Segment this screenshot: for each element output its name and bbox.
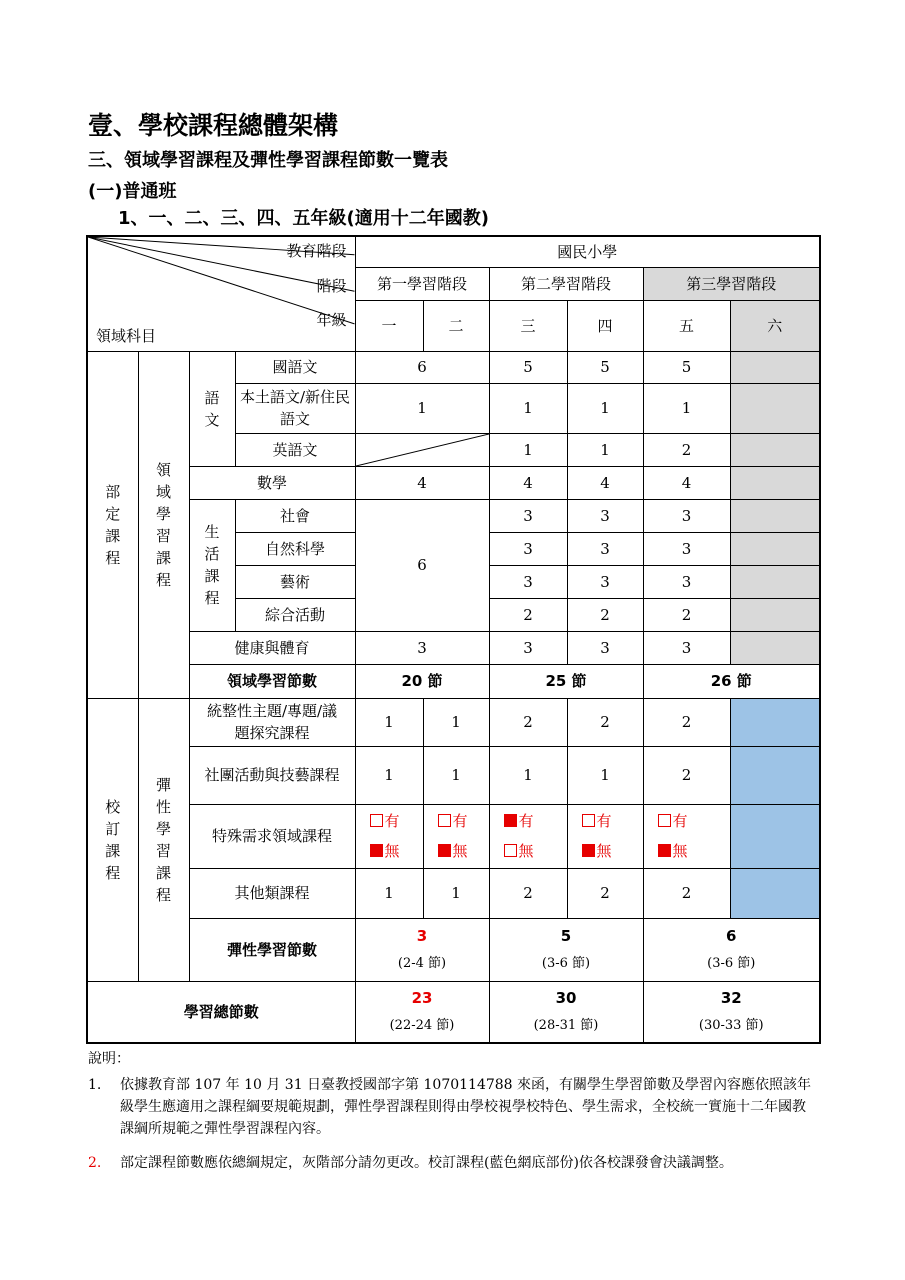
special-g2: 有 無: [423, 804, 489, 868]
club-g5: 2: [643, 746, 730, 804]
checkbox-filled-icon[interactable]: [658, 844, 671, 857]
native-g5: 1: [643, 383, 730, 433]
chinese-g4: 5: [567, 351, 643, 383]
notes-title: 說明：: [88, 1051, 130, 1067]
health-g3: 3: [489, 631, 567, 664]
english-diagonal: [356, 434, 489, 466]
corner-edu-stage-label: 教育階段: [286, 242, 347, 260]
thematic-g2: 1: [423, 698, 489, 746]
math-g5: 4: [643, 466, 730, 499]
checkbox-empty-icon[interactable]: [658, 814, 671, 827]
english-stage1-empty: [355, 433, 489, 466]
subject-other: 其他類課程: [189, 868, 355, 918]
note-text: 部定課程節數應依總綱規定，灰階部分請勿更改。校訂課程(藍色網底部份)依各校課發會決議調整。: [120, 1155, 733, 1171]
arts-g3: 3: [489, 565, 567, 598]
thematic-g4: 2: [567, 698, 643, 746]
section-heading: 三、領域學習課程及彈性學習課程節數一覽表: [88, 150, 448, 171]
flex-total-stage3: 6 (3-6 節): [643, 918, 820, 981]
checkbox-empty-icon[interactable]: [504, 844, 517, 857]
domain-total-stage1: 20 節: [355, 664, 489, 698]
thematic-g6: [730, 698, 820, 746]
domain-total-stage3: 26 節: [643, 664, 820, 698]
special-g3: 有 無: [489, 804, 567, 868]
grade-6-cell: 六: [730, 300, 820, 351]
subject-native-language: 本土語文/新住民語文: [235, 383, 355, 433]
special-g5: 有 無: [643, 804, 730, 868]
flex-total-stage1: 3 (2-4 節): [355, 918, 489, 981]
science-g4: 3: [567, 532, 643, 565]
other-g3: 2: [489, 868, 567, 918]
stage-2-cell: 第二學習階段: [489, 267, 643, 300]
math-g4: 4: [567, 466, 643, 499]
health-g6: [730, 631, 820, 664]
science-g3: 3: [489, 532, 567, 565]
life-course-label: 生活課程: [189, 499, 235, 631]
notes-section: [88, 1048, 818, 1174]
health-g4: 3: [567, 631, 643, 664]
subject-arts: 藝術: [235, 565, 355, 598]
other-g4: 2: [567, 868, 643, 918]
header-corner-cell: [87, 236, 355, 351]
note-item-2: [88, 1152, 818, 1174]
science-g6: [730, 532, 820, 565]
checkbox-empty-icon[interactable]: [438, 814, 451, 827]
thematic-g3: 2: [489, 698, 567, 746]
subject-chinese: 國語文: [235, 351, 355, 383]
stage-3-cell: 第三學習階段: [643, 267, 820, 300]
note-text: 依據教育部 107 年 10 月 31 日臺教授國部字第 1070114788 來函，有關學生學習節數及學習內容應依照該年級學生應適用之課程綱要規範規劃，彈性學習課程則得由學校視學校特色、學生需求，全校統一實施十二年國教課綱所規範之彈性學習課程內容。: [120, 1077, 812, 1137]
integrative-g6: [730, 598, 820, 631]
subject-club: 社團活動與技藝課程: [189, 746, 355, 804]
corner-grade-label: 年級: [316, 311, 347, 329]
checkbox-filled-icon[interactable]: [438, 844, 451, 857]
checkbox-empty-icon[interactable]: [370, 814, 383, 827]
english-g5: 2: [643, 433, 730, 466]
subject-special-needs: 特殊需求領域課程: [189, 804, 355, 868]
arts-g6: [730, 565, 820, 598]
language-label: 語文: [189, 351, 235, 466]
math-g6: [730, 466, 820, 499]
english-g6: [730, 433, 820, 466]
special-g4: 有 無: [567, 804, 643, 868]
grand-total-stage2: 30 (28-31 節): [489, 981, 643, 1043]
math-g3: 4: [489, 466, 567, 499]
english-g3: 1: [489, 433, 567, 466]
integrative-g4: 2: [567, 598, 643, 631]
subject-health-pe: 健康與體育: [189, 631, 355, 664]
chinese-g5: 5: [643, 351, 730, 383]
grade-5-cell: 五: [643, 300, 730, 351]
club-g4: 1: [567, 746, 643, 804]
chinese-g3: 5: [489, 351, 567, 383]
club-g3: 1: [489, 746, 567, 804]
grade-4-cell: 四: [567, 300, 643, 351]
thematic-g5: 2: [643, 698, 730, 746]
other-g5: 2: [643, 868, 730, 918]
domain-total-label: 領域學習節數: [189, 664, 355, 698]
subject-english: 英語文: [235, 433, 355, 466]
special-g6: [730, 804, 820, 868]
subject-thematic: 統整性主題/專題/議題探究課程: [189, 698, 355, 746]
subject-science: 自然科學: [235, 532, 355, 565]
social-g6: [730, 499, 820, 532]
native-g3: 1: [489, 383, 567, 433]
science-g5: 3: [643, 532, 730, 565]
chinese-stage1: 6: [355, 351, 489, 383]
arts-g4: 3: [567, 565, 643, 598]
other-g1: 1: [355, 868, 423, 918]
checkbox-empty-icon[interactable]: [582, 814, 595, 827]
arts-g5: 3: [643, 565, 730, 598]
school-course-label: 校訂課程: [87, 698, 138, 981]
subsection-heading: (一)普通班: [88, 181, 177, 202]
checkbox-filled-icon[interactable]: [582, 844, 595, 857]
grade-2-cell: 二: [423, 300, 489, 351]
school-level-cell: 國民小學: [355, 236, 820, 267]
subject-integrative: 綜合活動: [235, 598, 355, 631]
note-number: 1.: [88, 1077, 102, 1093]
life-stage1: 6: [355, 499, 489, 631]
flex-course-label: 彈性學習課程: [138, 698, 189, 981]
special-g1: 有 無: [355, 804, 423, 868]
other-g2: 1: [423, 868, 489, 918]
grand-total-stage3: 32 (30-33 節): [643, 981, 820, 1043]
checkbox-filled-icon[interactable]: [370, 844, 383, 857]
grand-total-label: 學習總節數: [87, 981, 355, 1043]
checkbox-filled-icon[interactable]: [504, 814, 517, 827]
subject-math: 數學: [189, 466, 355, 499]
native-g4: 1: [567, 383, 643, 433]
corner-stage-label: 階段: [316, 277, 347, 295]
stage-1-cell: 第一學習階段: [355, 267, 489, 300]
club-g2: 1: [423, 746, 489, 804]
corner-domain-label: 領域科目: [96, 326, 157, 345]
native-g6: [730, 383, 820, 433]
integrative-g3: 2: [489, 598, 567, 631]
social-g5: 3: [643, 499, 730, 532]
other-g6: [730, 868, 820, 918]
curriculum-table: [86, 235, 821, 1044]
domain-total-stage2: 25 節: [489, 664, 643, 698]
thematic-g1: 1: [355, 698, 423, 746]
grade-3-cell: 三: [489, 300, 567, 351]
flex-total-stage2: 5 (3-6 節): [489, 918, 643, 981]
integrative-g5: 2: [643, 598, 730, 631]
subject-social: 社會: [235, 499, 355, 532]
chinese-g6: [730, 351, 820, 383]
note-number: 2.: [88, 1155, 102, 1171]
page-title: 壹、學校課程總體架構: [88, 111, 339, 140]
grade-1-cell: 一: [355, 300, 423, 351]
social-g3: 3: [489, 499, 567, 532]
health-stage1: 3: [355, 631, 489, 664]
english-g4: 1: [567, 433, 643, 466]
native-stage1: 1: [355, 383, 489, 433]
domain-course-label: 領域學習課程: [138, 351, 189, 698]
required-course-label: 部定課程: [87, 351, 138, 698]
social-g4: 3: [567, 499, 643, 532]
note-item-1: [88, 1074, 818, 1140]
health-g5: 3: [643, 631, 730, 664]
flex-total-label: 彈性學習節數: [189, 918, 355, 981]
club-g6: [730, 746, 820, 804]
club-g1: 1: [355, 746, 423, 804]
table-heading: 1、一、二、三、四、五年級(適用十二年國教): [118, 208, 489, 229]
math-stage1: 4: [355, 466, 489, 499]
grand-total-stage1: 23 (22-24 節): [355, 981, 489, 1043]
